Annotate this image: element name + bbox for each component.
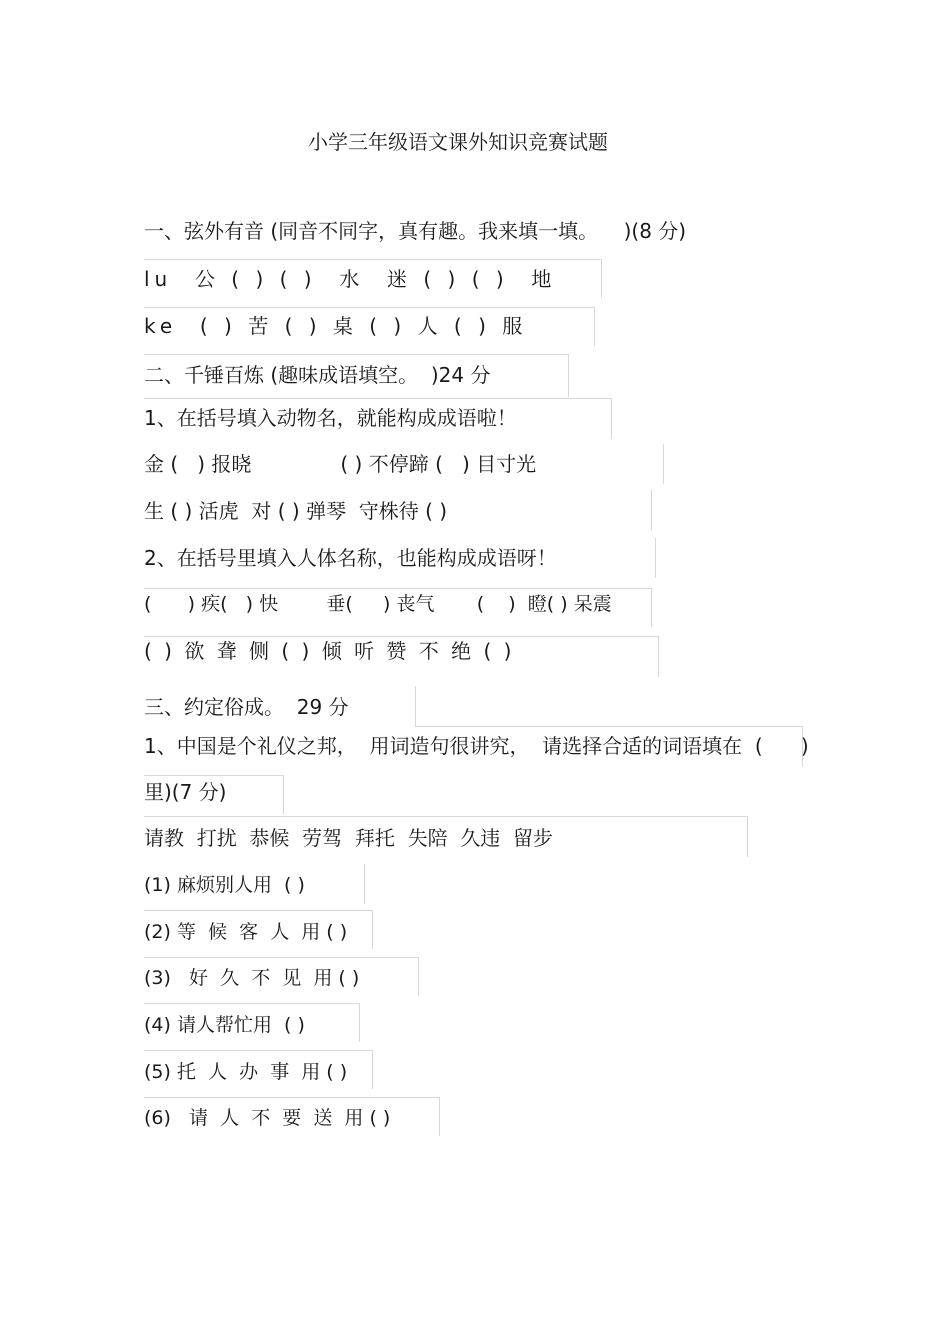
section-three-heading: 三、约定俗成。 29 分 (144, 695, 349, 719)
item-3: (3) 好 久 不 见 用 ( ) (144, 967, 360, 989)
question-body-parts: 2、在括号里填入人体名称，也能构成成语呀！ (144, 546, 557, 570)
item-1: (1) 麻烦别人用 ( ) (144, 874, 305, 896)
word-bank: 请教 打扰 恭候 劳驾 拜托 失陪 久违 留步 (144, 826, 554, 850)
item-2: (2) 等 候 客 人 用 ( ) (144, 921, 348, 943)
section-one-heading: 一、弦外有音 (同音不同字，真有趣。我来填一填。 )(8 分) (144, 219, 687, 243)
idiom-line-3: ( ) 疾( ) 快 垂( ) 丧气 ( ) 瞪( ) 呆震 (144, 593, 612, 615)
pinyin-ke-line: ke ( ) 苦 ( ) 桌 ( ) 人 ( ) 服 (144, 314, 528, 338)
page-title: 小学三年级语文课外知识竞赛试题 (308, 130, 608, 154)
idiom-line-1: 金 ( ) 报晓 ( ) 不停蹄 ( ) 目寸光 (144, 452, 537, 476)
item-5: (5) 托 人 办 事 用 ( ) (144, 1061, 348, 1083)
item-6: (6) 请 人 不 要 送 用 ( ) (144, 1107, 391, 1129)
question-animals: 1、在括号填入动物名，就能构成成语啦！ (144, 406, 517, 430)
question-etiquette-cont: 里)(7 分) (144, 780, 227, 804)
scan-box-fragment (415, 686, 416, 726)
idiom-line-4: ( ) 欲 聋 侧 ( ) 倾 听 赞 不 绝 ( ) (144, 639, 515, 663)
section-two-heading: 二、千锤百炼 (趣味成语填空。 )24 分 (144, 363, 491, 387)
question-etiquette: 1、中国是个礼仪之邦， 用词造句很讲究， 请选择合适的词语填在 ( ) (144, 734, 809, 758)
item-4: (4) 请人帮忙用 ( ) (144, 1014, 305, 1036)
pinyin-lu-line: lu 公 ( ) ( ) 水 迷 ( ) ( ) 地 (144, 267, 557, 291)
idiom-line-2: 生 ( ) 活虎 对 ( ) 弹琴 守株待 ( ) (144, 499, 448, 523)
